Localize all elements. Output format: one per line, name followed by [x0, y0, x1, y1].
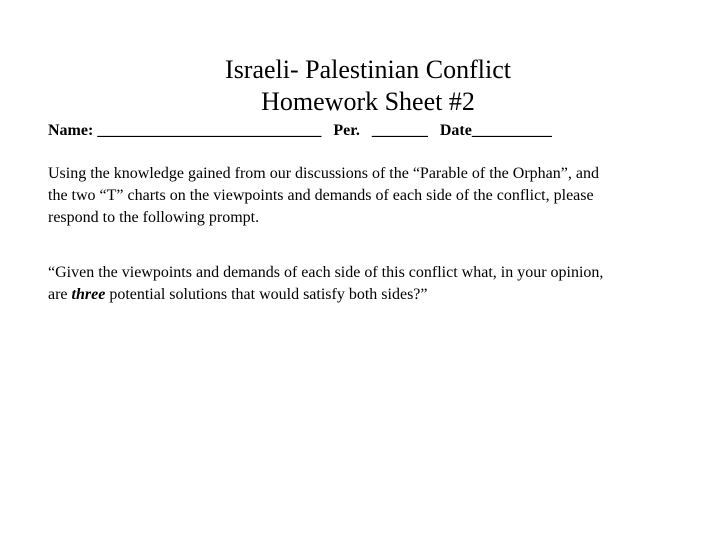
name-blank: ____________________________	[97, 122, 322, 139]
name-label: Name:	[48, 122, 94, 139]
page-title	[0, 54, 720, 118]
prompt-line-2	[48, 284, 688, 306]
title-line-2: Homework Sheet #2	[261, 87, 475, 116]
period-label: Per.	[333, 122, 360, 139]
period-blank: _______	[371, 122, 428, 139]
prompt-emphasis-three: three	[71, 286, 106, 303]
instructions-line-1: Using the knowledge gained from our discussions of the “Parable of the Orphan”, and	[48, 165, 599, 182]
date-blank: __________	[471, 122, 552, 139]
instructions-line-3: respond to the following prompt.	[48, 209, 260, 226]
instructions-line-2: the two “T” charts on the viewpoints and demands of each side of the conflict, please	[48, 187, 594, 204]
prompt-paragraph	[48, 262, 688, 306]
prompt-line-2-end: potential solutions that would satisfy both sides?”	[105, 286, 428, 303]
date-label: Date	[439, 122, 472, 139]
instructions-paragraph	[48, 163, 688, 229]
title-line-1: Israeli- Palestinian Conflict	[225, 55, 511, 84]
prompt-line-2-start: are	[48, 286, 72, 303]
prompt-line-1: “Given the viewpoints and demands of each side of this conflict what, in your opinion,	[48, 264, 604, 281]
student-info-row	[48, 121, 552, 141]
